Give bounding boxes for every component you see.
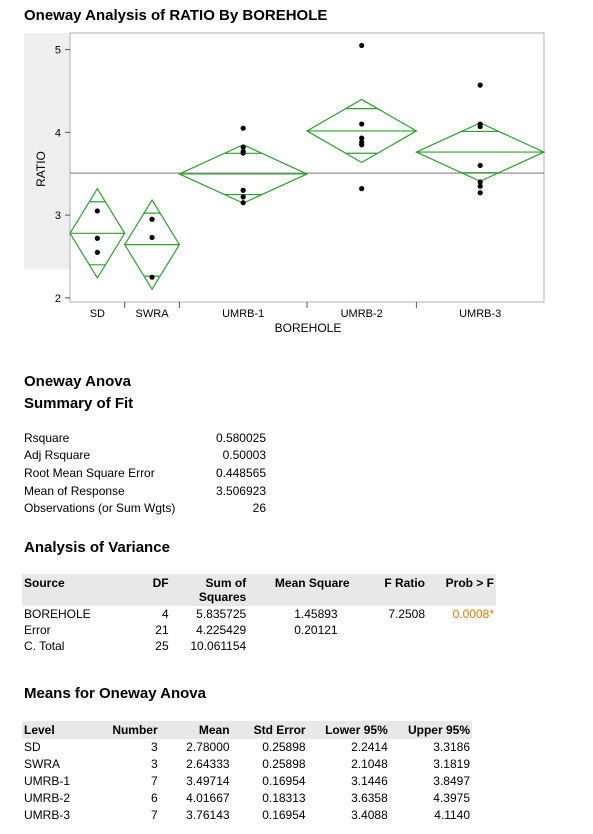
col-std-error: Std Error — [232, 721, 308, 739]
fit-label: Mean of Response — [24, 484, 125, 498]
source-cell: Error — [24, 623, 51, 637]
data-point — [95, 250, 100, 255]
x-tick-label: SWRA — [135, 308, 169, 320]
plot-frame — [70, 33, 544, 302]
data-point — [95, 208, 100, 213]
ss-cell: 5.835725 — [196, 607, 247, 621]
se-cell: 0.25898 — [262, 740, 306, 754]
x-tick-label: UMRB-3 — [459, 308, 502, 320]
y-tick-label: 5 — [54, 44, 61, 57]
level-cell: UMRB-3 — [24, 808, 71, 822]
f-cell — [352, 638, 427, 654]
y-tick-label: 4 — [54, 127, 61, 140]
data-point — [478, 184, 483, 189]
data-point — [149, 235, 154, 240]
x-tick-label: SD — [89, 308, 105, 320]
x-tick-label: UMRB-2 — [340, 308, 383, 320]
x-tick-label: UMRB-1 — [222, 308, 265, 320]
mean-cell: 3.49714 — [186, 774, 230, 788]
anova-table — [22, 574, 496, 654]
number-cell: 6 — [150, 791, 158, 805]
table-row — [22, 773, 472, 790]
col-p: Prob > F — [427, 574, 496, 606]
lower-cell: 2.2414 — [351, 740, 388, 754]
se-cell: 0.16954 — [262, 808, 306, 822]
col-number: Number — [88, 721, 160, 739]
col-df: DF — [121, 574, 171, 606]
data-point — [359, 142, 364, 147]
ms-cell — [248, 638, 351, 654]
fit-label: Rsquare — [24, 431, 70, 445]
f-cell — [352, 622, 427, 638]
source-cell: C. Total — [24, 639, 65, 653]
fit-row — [24, 448, 284, 466]
p-cell — [427, 638, 496, 654]
report-title: Oneway Analysis of RATIO By BOREHOLE — [24, 7, 328, 24]
fit-value: 3.506923 — [215, 484, 266, 498]
table-row — [22, 622, 496, 638]
upper-cell: 3.1819 — [433, 757, 470, 771]
mean-cell: 3.76143 — [186, 808, 230, 822]
col-ss-line1: Sum of — [205, 576, 247, 590]
col-ss-line2: Squares — [198, 590, 247, 604]
se-cell: 0.16954 — [262, 774, 306, 788]
level-cell: UMRB-1 — [24, 774, 71, 788]
mean-cell: 4.01667 — [186, 791, 230, 805]
mean-cell: 2.78000 — [186, 740, 230, 754]
lower-cell: 3.4088 — [351, 808, 388, 822]
level-cell: SWRA — [24, 757, 60, 771]
fit-row — [24, 484, 284, 502]
fit-value: 0.580025 — [215, 431, 266, 445]
col-upper95: Upper 95% — [390, 721, 472, 739]
number-cell: 3 — [150, 757, 158, 771]
data-point — [478, 124, 483, 129]
lower-cell: 3.1446 — [351, 774, 388, 788]
data-point — [359, 186, 364, 191]
upper-cell: 4.1140 — [434, 808, 470, 822]
means-heading: Means for Oneway Anova — [24, 685, 206, 702]
y-tick-label: 2 — [54, 292, 61, 305]
data-point — [241, 200, 246, 205]
analysis-of-variance-heading: Analysis of Variance — [24, 539, 170, 556]
fit-row — [24, 501, 284, 519]
lower-cell: 3.6358 — [351, 791, 388, 805]
data-point — [359, 121, 364, 126]
fit-row — [24, 431, 284, 449]
col-lower95: Lower 95% — [308, 721, 390, 739]
data-point — [359, 43, 364, 48]
anova-header-row — [22, 574, 496, 606]
data-point — [478, 83, 483, 88]
anova-heading: Oneway Anova — [24, 373, 131, 390]
number-cell: 7 — [150, 808, 158, 822]
col-ss — [171, 574, 249, 606]
p-cell: 0.0008* — [452, 607, 494, 621]
table-row — [22, 606, 496, 622]
data-point — [478, 190, 483, 195]
y-tick-label: 3 — [54, 210, 61, 223]
data-point — [241, 126, 246, 131]
fit-label: Observations (or Sum Wgts) — [24, 501, 176, 515]
data-point — [149, 217, 154, 222]
number-cell: 7 — [150, 774, 158, 788]
table-row — [22, 739, 472, 756]
fit-label: Root Mean Square Error — [24, 466, 155, 480]
level-cell: SD — [24, 740, 41, 754]
table-row — [22, 790, 472, 807]
source-cell: BOREHOLE — [24, 607, 91, 621]
mean-cell: 2.64333 — [186, 757, 230, 771]
p-cell — [427, 622, 496, 638]
df-cell: 21 — [155, 623, 169, 637]
fit-value: 0.50003 — [222, 448, 266, 462]
number-cell: 3 — [150, 740, 158, 754]
fit-row — [24, 466, 284, 484]
y-axis-label: RATIO — [34, 151, 48, 187]
lower-cell: 2.1048 — [351, 757, 388, 771]
se-cell: 0.18313 — [262, 791, 306, 805]
col-source: Source — [22, 574, 121, 606]
data-point — [95, 236, 100, 241]
col-level: Level — [22, 721, 88, 739]
upper-cell: 3.8497 — [433, 774, 470, 788]
fit-label: Adj Rsquare — [24, 448, 91, 462]
fit-value: 0.448565 — [215, 466, 266, 480]
table-row — [22, 807, 472, 824]
oneway-chart — [0, 0, 593, 345]
ms-cell: 0.20121 — [294, 623, 338, 637]
data-point — [241, 188, 246, 193]
level-cell: UMRB-2 — [24, 791, 71, 805]
table-row — [22, 638, 496, 654]
f-cell: 7.2508 — [388, 607, 426, 621]
se-cell: 0.25898 — [262, 757, 306, 771]
x-axis-label: BOREHOLE — [274, 321, 342, 335]
col-f: F Ratio — [352, 574, 427, 606]
df-cell: 25 — [155, 639, 169, 653]
col-mean: Mean — [160, 721, 232, 739]
upper-cell: 4.3975 — [433, 791, 470, 805]
upper-cell: 3.3186 — [433, 740, 470, 754]
fit-value: 26 — [252, 501, 266, 515]
means-table — [22, 721, 472, 824]
data-point — [241, 194, 246, 199]
data-point — [241, 150, 246, 155]
ss-cell: 4.225429 — [196, 623, 247, 637]
summary-of-fit-heading: Summary of Fit — [24, 395, 134, 412]
data-point — [149, 275, 154, 280]
table-row — [22, 756, 472, 773]
means-header-row — [22, 721, 472, 739]
col-ms: Mean Square — [248, 574, 351, 606]
df-cell: 4 — [161, 607, 169, 621]
ss-cell: 10.061154 — [190, 639, 247, 653]
ms-cell: 1.45893 — [294, 607, 338, 621]
data-point — [478, 163, 483, 168]
